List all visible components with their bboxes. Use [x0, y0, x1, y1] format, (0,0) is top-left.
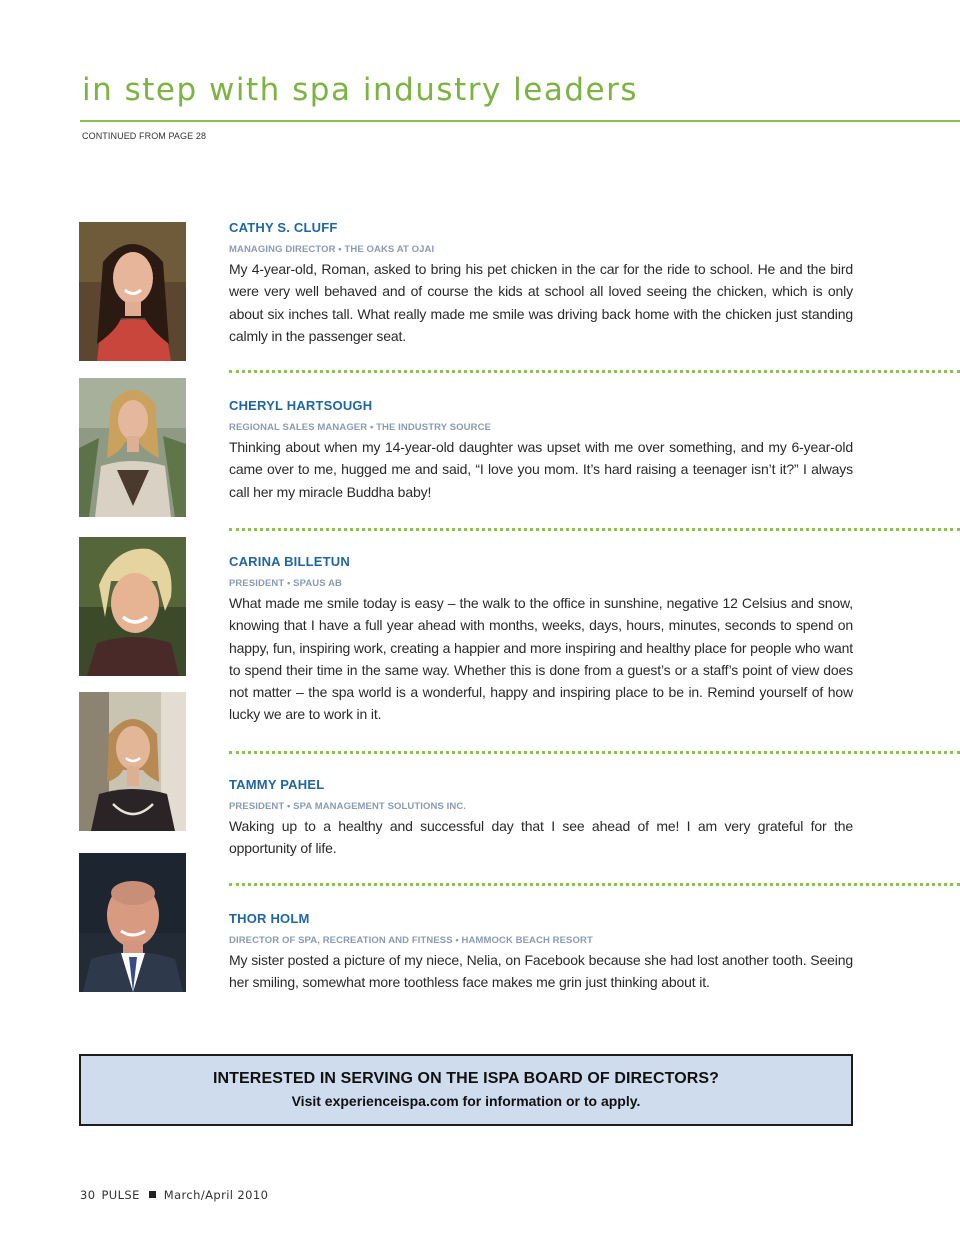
dotted-divider	[229, 883, 960, 886]
continued-note: CONTINUED FROM PAGE 28	[82, 131, 207, 141]
entry-thor-holm	[229, 911, 853, 994]
cta-subline: Visit experienceispa.com for information or to apply.	[291, 1093, 641, 1109]
board-cta-box	[79, 1054, 853, 1126]
person-role: PRESIDENT • SPAUS AB	[229, 578, 343, 589]
portrait-carina-billetun	[79, 537, 186, 676]
person-quote: Waking up to a healthy and successful day that I see ahead of me! I am very grateful for the opportunity of life.	[229, 818, 853, 857]
person-name: CHERYL HARTSOUGH	[229, 398, 373, 413]
entry-cheryl-hartsough	[229, 398, 853, 503]
dotted-divider	[229, 528, 960, 531]
person-role: DIRECTOR OF SPA, RECREATION AND FITNESS • HAMMOCK BEACH RESORT	[229, 935, 593, 946]
page-title: in step with spa industry leaders	[82, 72, 638, 108]
dotted-divider	[229, 370, 960, 373]
portrait-cheryl-hartsough	[79, 378, 186, 517]
person-role: REGIONAL SALES MANAGER • THE INDUSTRY SOURCE	[229, 422, 491, 433]
entry-carina-billetun	[229, 554, 853, 726]
square-bullet-icon	[149, 1191, 156, 1198]
person-quote: Thinking about when my 14-year-old daughter was upset with me over something, and my 6-year-old came over to me, hugged me and said, “I love you mom. It’s hard raising a teenager isn’t it?” I always call her my miracle Buddha baby!	[229, 439, 853, 500]
person-role: PRESIDENT • SPA MANAGEMENT SOLUTIONS INC.	[229, 801, 467, 812]
page-number: 30	[80, 1188, 96, 1202]
dotted-divider	[229, 751, 960, 754]
person-quote: What made me smile today is easy – the walk to the office in sunshine, negative 12 Celsius and snow, knowing that I have a full year ahead with months, weeks, days, hours, minutes, seconds to spend on happy, fun, inspiring work, creating a happier and more inspiring and healthy place for people who want to spend their time in the same way. Whether this is done from a guest’s or a staff’s point of view does not matter – the spa world is a wonderful, happy and inspiring place to be in. Remind yourself of how lucky we are to work in it.	[229, 595, 854, 723]
person-name: CATHY S. CLUFF	[229, 220, 338, 235]
person-name: CARINA BILLETUN	[229, 554, 350, 569]
person-name: THOR HOLM	[229, 911, 310, 926]
title-rule	[80, 120, 960, 122]
person-quote: My 4-year-old, Roman, asked to bring his pet chicken in the car for the ride to school. He and the bird were very well behaved and of course the kids at school all loved seeing the chicken, which is only about six inches tall. What really made me smile was driving back home with the chicken just standing calmly in the passenger seat.	[229, 261, 853, 344]
person-name: TAMMY PAHEL	[229, 777, 325, 792]
entry-cathy-cluff	[229, 220, 853, 347]
portrait-tammy-pahel	[79, 692, 186, 831]
page-footer	[80, 1188, 274, 1202]
person-quote: My sister posted a picture of my niece, Nelia, on Facebook because she had lost another tooth. Seeing her smiling, somewhat more toothless face makes me grin just thinking about it.	[229, 952, 853, 991]
person-role: MANAGING DIRECTOR • THE OAKS AT OJAI	[229, 244, 435, 255]
portrait-cathy-cluff	[79, 222, 186, 361]
publication-name: PULSE	[101, 1188, 140, 1202]
entry-tammy-pahel	[229, 777, 853, 860]
portrait-thor-holm	[79, 853, 186, 992]
issue-date: March/April 2010	[163, 1188, 269, 1202]
cta-headline: INTERESTED IN SERVING ON THE ISPA BOARD OF DIRECTORS?	[212, 1070, 720, 1087]
